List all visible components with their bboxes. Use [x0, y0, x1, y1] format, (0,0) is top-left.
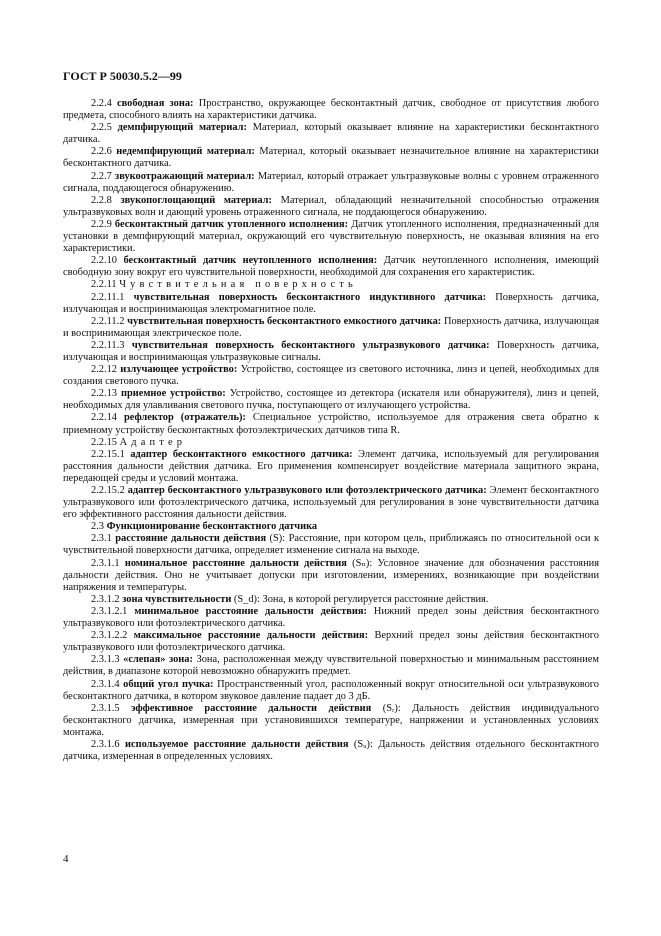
clause-text: Пространство, окружающее бесконтактный датчик, свободное от присутствия любого предмета, способного влиять на характеристики датчика. [63, 98, 599, 122]
clause-term: максимальное расстояние дальности действия: [133, 630, 369, 642]
clause-number: 2.3.1.4 [91, 678, 120, 690]
clause-number: 2.2.7 [91, 170, 112, 182]
clause-paragraph [63, 255, 599, 279]
clause-term: чувствительная поверхность бесконтактного ультразвукового датчика: [131, 339, 490, 351]
clause-term: Функционирование бесконтактного датчика [106, 521, 318, 533]
clause-paragraph [63, 219, 599, 255]
clause-paragraph [63, 292, 599, 316]
clause-text: (S_d): Зона, в которой регулируется расстояние действия. [231, 593, 489, 605]
clause-text: Нижний предел зоны действия бесконтактного ультразвукового или фотоэлектрического датчика. [63, 605, 599, 630]
clause-number: 2.3.1.1 [91, 557, 120, 569]
clause-paragraph [63, 364, 599, 388]
page-number: 4 [63, 853, 69, 865]
clause-paragraph [63, 558, 599, 594]
clause-paragraph [63, 437, 599, 449]
clause-number: 2.3.1.5 [91, 702, 120, 714]
clause-text: Пространственный угол, расположенный вокруг относительной оси ультразвукового бесконтактного датчика, в котором звуковое давление падает до 3 дБ. [63, 678, 599, 702]
clause-number: 2.2.6 [91, 146, 112, 158]
clause-text: (Sᵣ): Дальность действия индивидуального бесконтактного датчика, измеренная при установившихся температуре, напряжении и установленных условиях монтажа. [63, 702, 599, 738]
clause-paragraph [63, 98, 599, 122]
clause-text: Поверхность датчика, излучающая и воспринимающая ультразвуковые сигналы. [63, 339, 599, 363]
clause-paragraph [63, 388, 599, 412]
clause-paragraph [63, 521, 599, 533]
clause-term: общий угол пучка: [123, 678, 214, 690]
clause-term: адаптер бесконтактного ультразвукового или фотоэлектрического датчика: [127, 485, 487, 496]
clause-text: Устройство, состоящее из детектора (искателя или обнаружителя), линз и цепей, необходимых для улавливания светового пучка, поступающего от излучающего устройства. [63, 388, 599, 412]
clause-number: 2.2.11.1 [91, 291, 125, 303]
clause-number: 2.2.13 [91, 388, 117, 400]
clause-term: адаптер бесконтактного емкостного датчика: [130, 448, 353, 460]
clause-number: 2.2.14 [91, 412, 117, 424]
clause-paragraph [63, 316, 599, 340]
clause-paragraph [63, 449, 599, 485]
clause-text: (S): Расстояние, при котором цель, приближаясь по относительной оси к чувствительной поверхности датчика, определяет изменение сигнала на выходе. [63, 533, 600, 557]
clause-number: 2.2.4 [91, 98, 112, 109]
clause-term: бесконтактный датчик утопленного исполнения: [114, 218, 349, 230]
clause-paragraph [63, 533, 599, 557]
clause-number: 2.3 [91, 521, 104, 533]
clause-term: Адаптер [119, 436, 187, 448]
clause-number: 2.3.1.2 [91, 593, 120, 605]
clause-paragraph [63, 739, 599, 763]
clause-term: звукопоглощающий материал: [120, 194, 272, 206]
clause-paragraph [63, 340, 599, 364]
clause-paragraph [63, 679, 599, 703]
clause-term: демпфирующий материал: [117, 122, 247, 134]
clause-paragraph [63, 195, 599, 219]
clause-term: минимальное расстояние дальности действия: [134, 605, 367, 617]
clause-text: Датчик неутопленного исполнения, имеющий свободную зону вокруг его чувствительной поверхности, необходимой для сохранения его характеристик. [63, 255, 599, 279]
clause-number: 2.2.12 [91, 364, 117, 376]
clause-text: Поверхность датчика, излучающая и воспринимающая электромагнитное поле. [63, 291, 599, 315]
clause-term: номинальное расстояние дальности действия [124, 557, 347, 569]
clause-text: Зона, расположенная между чувствительной поверхностью и минимальным расстоянием действия, в диапазоне которой невозможно обнаружить предмет. [63, 654, 599, 678]
clause-paragraph [63, 122, 599, 146]
clause-number: 2.2.11 [91, 279, 117, 291]
clause-number: 2.3.1.2.2 [91, 630, 128, 642]
clause-number: 2.3.1 [91, 533, 112, 545]
clause-number: 2.2.5 [91, 122, 112, 134]
clause-paragraph [63, 654, 599, 678]
clause-term: используемое расстояние дальности действия [125, 738, 349, 750]
clause-number: 2.2.9 [91, 218, 112, 230]
clause-term: свободная зона: [116, 98, 194, 109]
clause-term: звукоотражающий материал: [115, 170, 255, 182]
clause-text: Верхний предел зоны действия бесконтактного ультразвукового или фотоэлектрического датчика. [63, 630, 599, 654]
clause-number: 2.2.11.3 [91, 339, 125, 351]
clause-paragraph [63, 146, 599, 170]
clause-number: 2.2.15.2 [91, 485, 125, 496]
clause-paragraph [63, 630, 599, 654]
clause-term: недемпфирующий материал: [116, 146, 255, 158]
document-body [63, 98, 599, 763]
clause-term: бесконтактный датчик неутопленного исполнения: [123, 255, 378, 267]
clause-term: приемное устройство: [120, 388, 226, 400]
clause-paragraph [63, 279, 599, 291]
clause-term: излучающее устройство: [120, 364, 238, 376]
clause-text: Материал, который оказывает незначительное влияние на характеристики бесконтактного датчика. [63, 146, 599, 170]
clause-number: 2.2.11.2 [91, 315, 125, 327]
clause-text: Материал, обладающий незначительной способностью отражения ультразвуковых волн и дающий уровень отраженного сигнала, не поддающегося обнаружению. [63, 194, 599, 218]
clause-number: 2.3.1.3 [91, 654, 120, 666]
clause-term: рефлектор (отражатель): [123, 412, 246, 424]
clause-text: (Sₙ): Условное значение для обозначения расстояния дальности действия. Оно не учитывает допуски при изготовлении, измерениях, возникающие при воздействии напряжения и температуры. [63, 557, 599, 593]
clause-number: 2.2.15.1 [91, 448, 125, 460]
clause-paragraph [63, 594, 599, 606]
clause-number: 2.2.15 [91, 436, 117, 448]
clause-paragraph [63, 703, 599, 739]
clause-text: Датчик утопленного исполнения, предназначенный для установки в демпфирующий материал, окружающий его чувствительную поверхность, не оказывая влияния на его характеристики. [63, 218, 599, 255]
clause-term: эффективное расстояние дальности действия [131, 702, 372, 714]
clause-number: 2.3.1.2.1 [91, 605, 128, 617]
clause-paragraph [63, 606, 599, 630]
clause-term: чувствительная поверхность бесконтактного индуктивного датчика: [133, 291, 487, 303]
clause-paragraph [63, 485, 599, 521]
clause-text: Элемент бесконтактного ультразвукового или фотоэлектрического датчика, используемый для регулирования в зоне чувствительности датчика его эффективного расстояния дальности действия. [63, 485, 599, 521]
document-code-header: ГОСТ Р 50030.5.2—99 [63, 69, 182, 83]
clause-text: (Sᵤ): Дальность действия отдельного бесконтактного датчика, измеренная в определенных условиях. [63, 738, 599, 763]
clause-term: Чувствительная поверхность [119, 279, 357, 291]
clause-text: Элемент датчика, используемый для регулирования расстояния дальности действия датчика. Его применения компенсирует воздействие материала защитного экрана, передающей среды и условий монтажа. [63, 448, 600, 484]
clause-number: 2.3.1.6 [91, 738, 120, 750]
clause-term: чувствительная поверхность бесконтактного емкостного датчика: [127, 315, 442, 327]
clause-paragraph [63, 171, 599, 195]
clause-text: Материал, который оказывает влияние на характеристики бесконтактного датчика. [63, 122, 599, 146]
clause-term: расстояние дальности действия [115, 533, 267, 545]
clause-paragraph [63, 412, 599, 436]
clause-term: «слепая» зона: [123, 654, 193, 666]
clause-text: Устройство, состоящее из светового источника, линз и цепей, необходимых для создания светового пучка. [63, 364, 599, 388]
clause-number: 2.2.8 [91, 194, 112, 206]
clause-text: Поверхность датчика, излучающая и воспринимающая электрическое поле. [63, 315, 599, 339]
clause-text: Материал, который отражает ультразвуковые волны с уровнем отраженного сигнала, поддающегося обнаружению. [63, 170, 599, 194]
clause-text: Специальное устройство, используемое для отражения света обратно к приемному устройству бесконтактных фотоэлектрических датчиков типа R. [63, 412, 599, 436]
clause-term: зона чувствительности [122, 593, 232, 605]
clause-number: 2.2.10 [91, 255, 117, 267]
